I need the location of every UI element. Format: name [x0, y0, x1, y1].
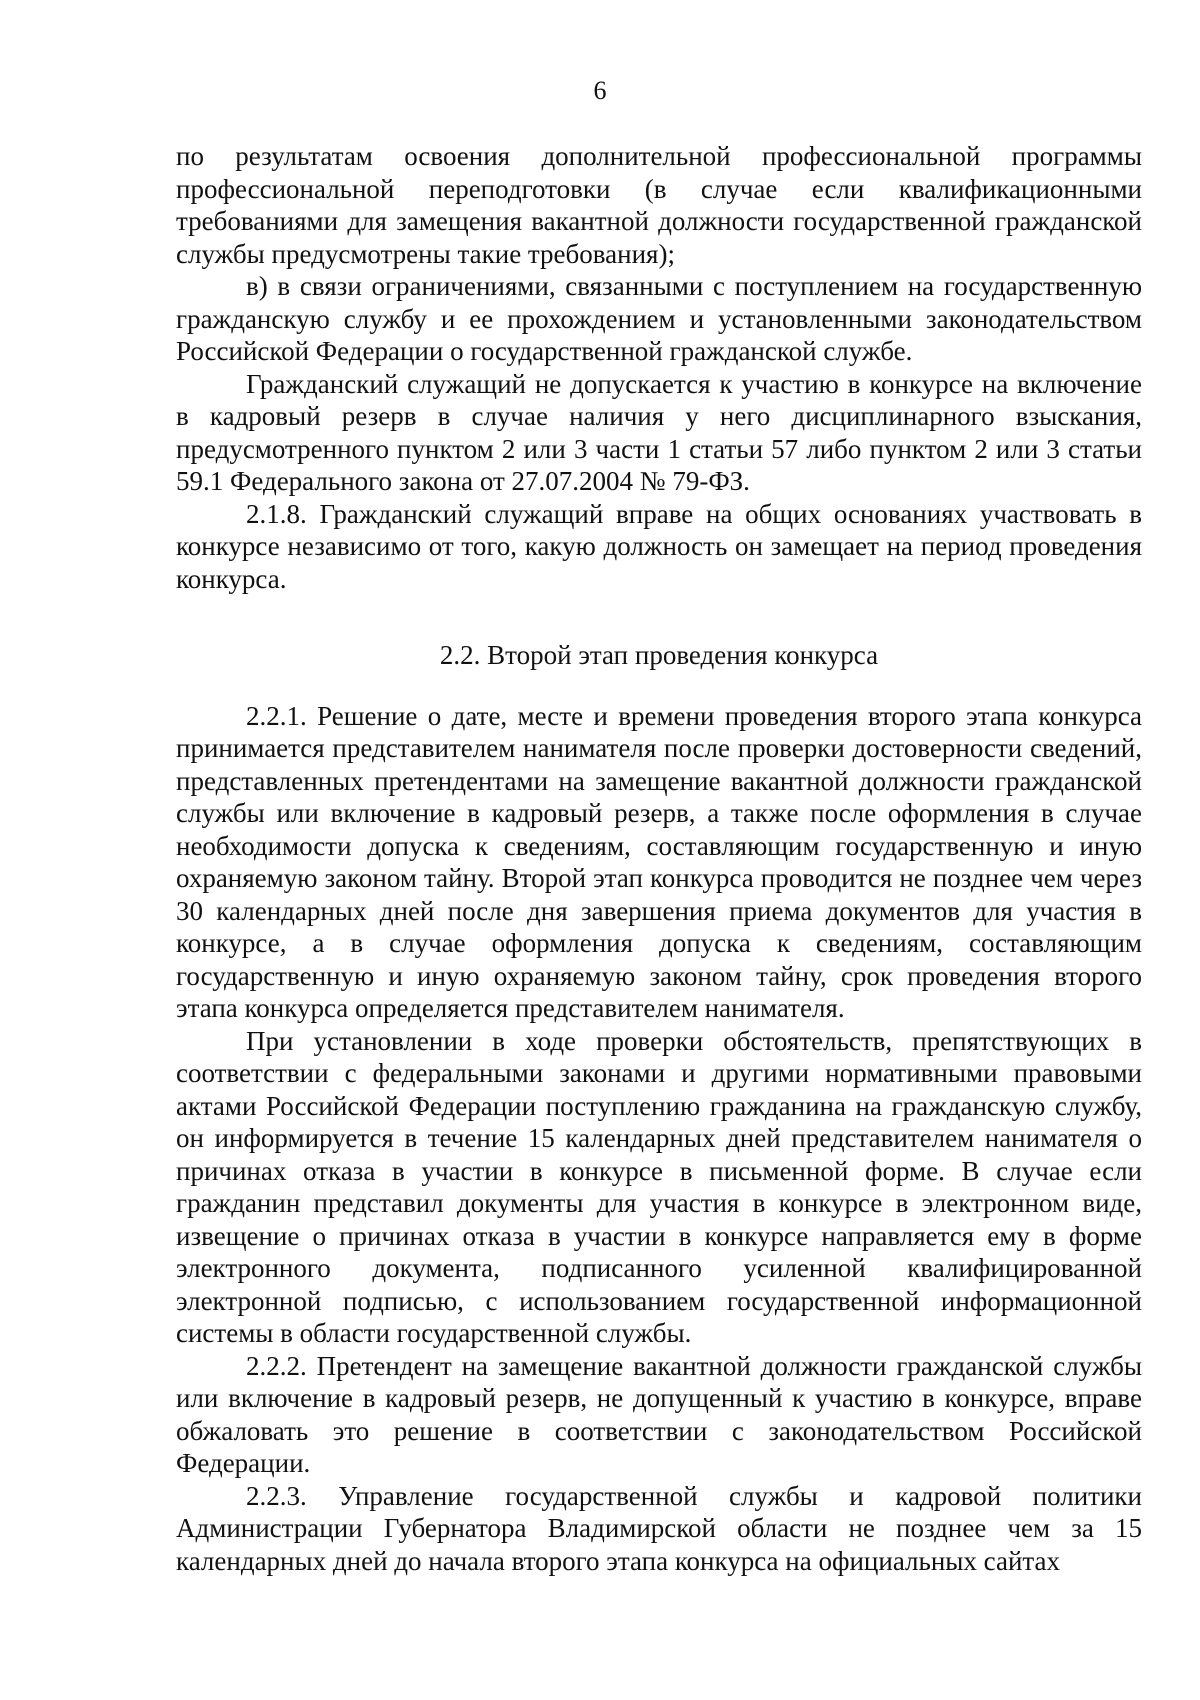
paragraph-exclusion: Гражданский служащий не допускается к участию в конкурсе на включение в кадровый резерв в случае наличия у него дисциплинарного взыскания, предусмотренного пунктом 2 или 3 части 1 статьи 57 либо пунктом 2 или 3 статьи 59.1 Федерального закона от 27.07.2004 № 79-ФЗ.: [176, 368, 1142, 496]
paragraph-2-1-8: 2.1.8. Гражданский служащий вправе на общих основаниях участвовать в конкурсе независимо от того, какую должность он замещает на период проведения конкурса.: [176, 498, 1142, 594]
section-heading: 2.2. Второй этап проведения конкурса: [439, 640, 879, 670]
paragraph-item-v: в) в связи ограничениями, связанными с поступлением на государственную гражданскую службу и ее прохождением и установленными законодательством Российской Федерации о государственной гражданской службе.: [176, 271, 1142, 366]
document-body: [176, 140, 1142, 1577]
paragraph-refusal-notice: При установлении в ходе проверки обстоятельств, препятствующих в соответствии с федеральными законами и другими нормативными правовыми актами Российской Федерации поступлению гражданина на гражданскую службу, он информируется в течение 15 календарных дней представителем нанимателя о причинах отказа в участии в конкурсе в письменной форме. В случае если гражданин представил документы для участия в конкурсе в электронном виде, извещение о причинах отказа в участии в конкурсе направляется ему в форме электронного документа, подписанного усиленной квалифицированной электронной подписью, с использованием государственной информационной системы в области государственной службы.: [176, 1025, 1142, 1348]
paragraph-2-2-3: 2.2.3. Управление государственной службы и кадровой политики Администрации Губернатора Владимирской области не позднее чем за 15 календарных дней до начала второго этапа конкурса на официальных сайтах: [176, 1480, 1142, 1576]
paragraph-2-2-2: 2.2.2. Претендент на замещение вакантной должности гражданской службы или включение в кадровый резерв, не допущенный к участию в конкурсе, вправе обжаловать это решение в соответствии с законодательством Российской Федерации.: [176, 1350, 1142, 1478]
page-number: 6: [593, 76, 607, 105]
paragraph-2-2-1: 2.2.1. Решение о дате, месте и времени проведения второго этапа конкурса принимается представителем нанимателя после проверки достоверности сведений, представленных претендентами на замещение вакантной должности гражданской службы или включение в кадровый резерв, а также после оформления в случае необходимости допуска к сведениям, составляющим государственную и иную охраняемую законом тайну. Второй этап конкурса проводится не позднее чем через 30 календарных дней после дня завершения приема документов для участия в конкурсе, а в случае оформления допуска к сведениям, составляющим государственную и иную охраняемую законом тайну, срок проведения второго этапа конкурса определяется представителем нанимателя.: [176, 700, 1142, 1023]
paragraph-continuation: по результатам освоения дополнительной профессиональной программы профессиональной переподготовки (в случае если квалификационными требованиями для замещения вакантной должности государственной гражданской службы предусмотрены такие требования);: [176, 141, 1142, 269]
